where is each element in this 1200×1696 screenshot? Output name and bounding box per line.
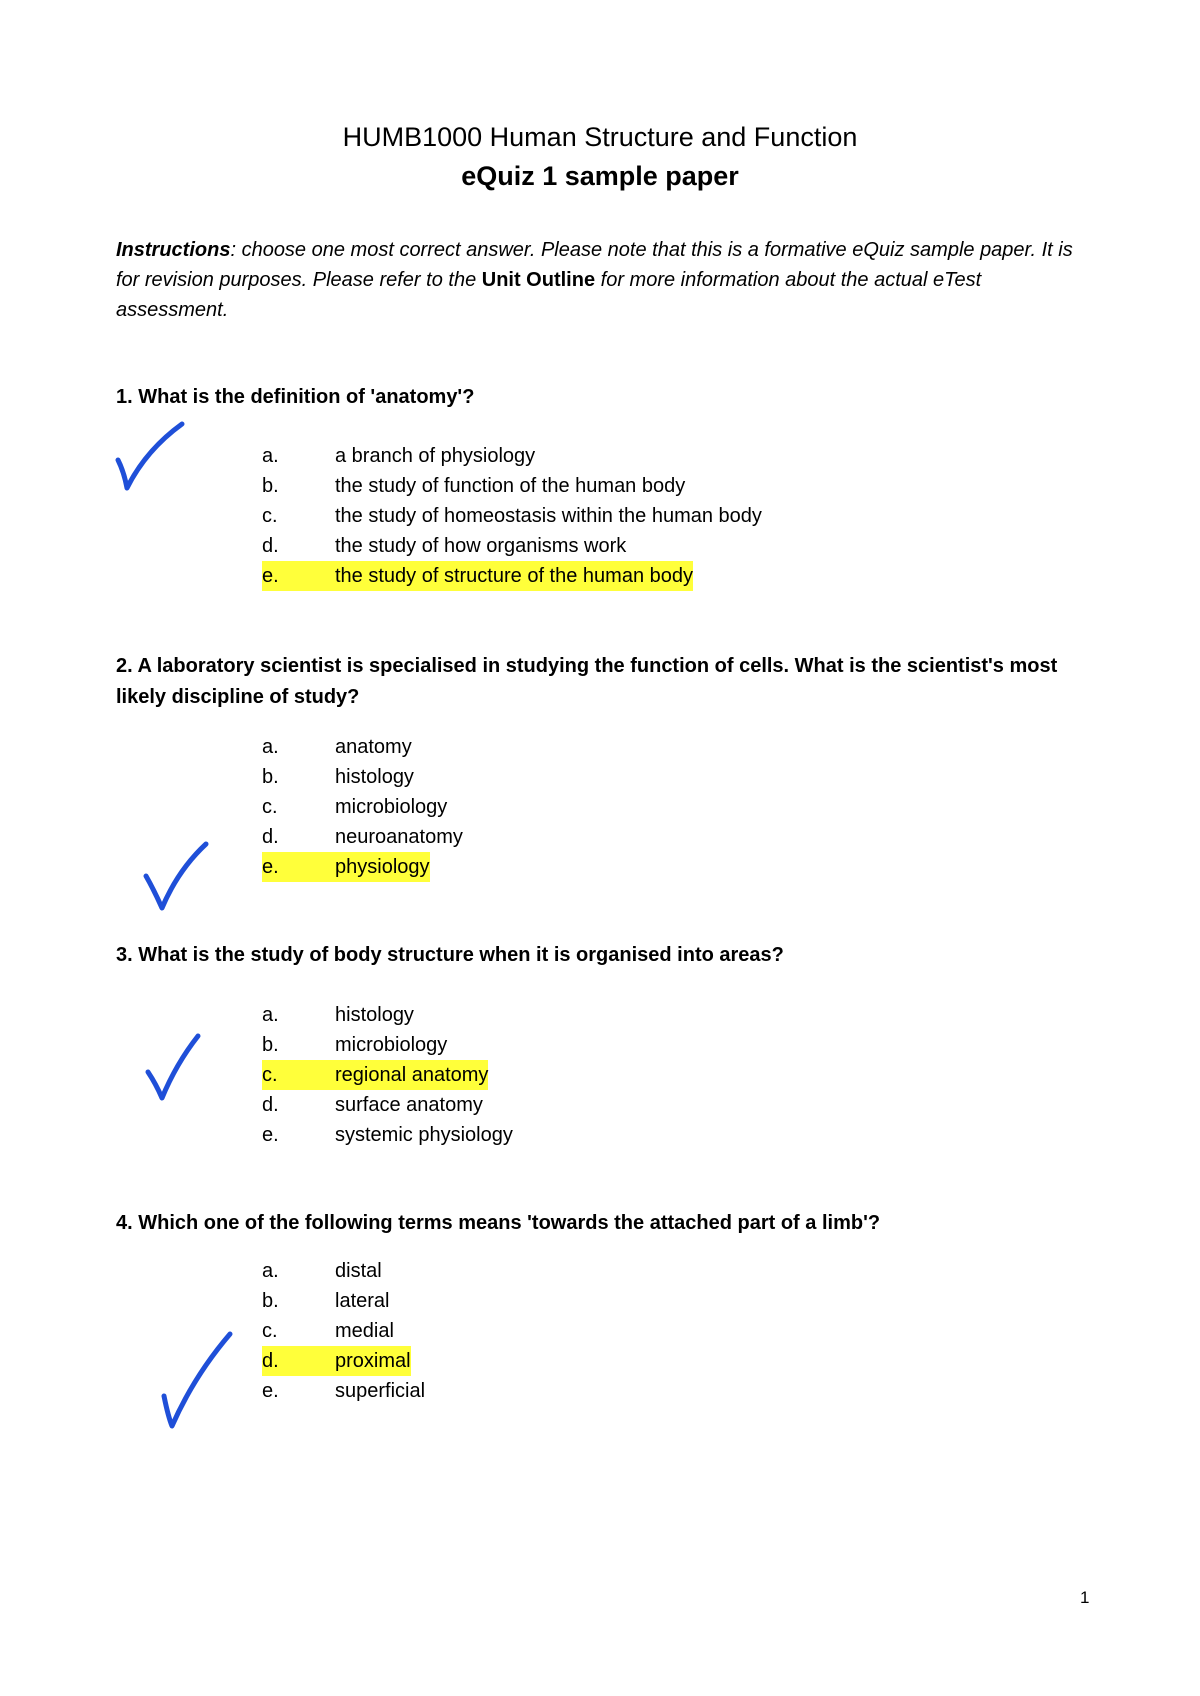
option-4e bbox=[262, 1376, 425, 1406]
option-4d-highlighted bbox=[262, 1346, 425, 1376]
option-letter: b. bbox=[262, 1034, 279, 1056]
option-letter: d. bbox=[262, 535, 279, 557]
option-letter: a. bbox=[262, 1260, 279, 1282]
instructions-text-1: : choose one most correct answer. Please note that this is a formative eQuiz sample paper. It is for revision purposes. Please refer to the bbox=[116, 239, 1073, 291]
option-letter: e. bbox=[262, 1124, 279, 1146]
checkmark-icon bbox=[140, 1030, 220, 1110]
option-text: surface anatomy bbox=[335, 1094, 483, 1116]
question-1: 1. What is the definition of 'anatomy'? bbox=[116, 386, 475, 408]
option-text: a branch of physiology bbox=[335, 445, 536, 467]
question-4: 4. Which one of the following terms means 'towards the attached part of a limb'? bbox=[116, 1212, 881, 1234]
unit-outline-reference: Unit Outline bbox=[481, 269, 596, 291]
option-1e-highlighted bbox=[262, 561, 762, 591]
document-title: HUMB1000 Human Structure and Function bbox=[342, 122, 858, 152]
option-3b bbox=[262, 1030, 513, 1060]
option-letter: c. bbox=[262, 1060, 335, 1090]
option-4a bbox=[262, 1256, 425, 1286]
option-4c bbox=[262, 1316, 425, 1346]
checkmark-icon bbox=[158, 1330, 238, 1440]
checkmark-icon bbox=[110, 420, 190, 500]
option-letter: a. bbox=[262, 445, 279, 467]
option-text: superficial bbox=[335, 1380, 426, 1402]
question-1-options bbox=[262, 441, 762, 591]
option-text: regional anatomy bbox=[335, 1060, 488, 1090]
option-text: the study of structure of the human body bbox=[335, 561, 693, 591]
option-letter: c. bbox=[262, 505, 278, 527]
option-text: proximal bbox=[335, 1346, 411, 1376]
option-letter: c. bbox=[262, 796, 278, 818]
option-letter: e. bbox=[262, 1380, 279, 1402]
option-text: histology bbox=[335, 1004, 414, 1026]
option-letter: e. bbox=[262, 852, 335, 882]
option-2d bbox=[262, 822, 463, 852]
option-1a bbox=[262, 441, 762, 471]
option-letter: e. bbox=[262, 561, 335, 591]
option-text: anatomy bbox=[335, 736, 412, 758]
option-letter: b. bbox=[262, 475, 279, 497]
option-letter: c. bbox=[262, 1320, 278, 1342]
option-text: histology bbox=[335, 766, 414, 788]
option-4b bbox=[262, 1286, 425, 1316]
instructions-label: Instructions bbox=[116, 239, 231, 261]
checkmark-icon bbox=[140, 840, 220, 920]
option-3e bbox=[262, 1120, 513, 1150]
option-letter: d. bbox=[262, 826, 279, 848]
option-letter: b. bbox=[262, 766, 279, 788]
option-letter: d. bbox=[262, 1346, 335, 1376]
question-4-options bbox=[262, 1256, 425, 1406]
option-1d bbox=[262, 531, 762, 561]
option-2a bbox=[262, 732, 463, 762]
option-3a bbox=[262, 1000, 513, 1030]
question-3: 3. What is the study of body structure when it is organised into areas? bbox=[116, 944, 784, 966]
option-text: neuroanatomy bbox=[335, 826, 463, 848]
option-letter: a. bbox=[262, 736, 279, 758]
instructions bbox=[116, 235, 1096, 325]
document-subtitle: eQuiz 1 sample paper bbox=[461, 161, 739, 191]
option-text: the study of how organisms work bbox=[335, 535, 627, 557]
question-2: 2. A laboratory scientist is specialised in studying the function of cells. What is the scientist's most likely discipline of study? bbox=[116, 655, 1058, 708]
option-text: distal bbox=[335, 1260, 382, 1282]
option-2c bbox=[262, 792, 463, 822]
question-3-options bbox=[262, 1000, 513, 1150]
option-text: physiology bbox=[335, 852, 430, 882]
option-text: systemic physiology bbox=[335, 1124, 513, 1146]
option-letter: b. bbox=[262, 1290, 279, 1312]
page-number: 1 bbox=[1080, 1588, 1090, 1607]
option-letter: a. bbox=[262, 1004, 279, 1026]
option-1c bbox=[262, 501, 762, 531]
option-1b bbox=[262, 471, 762, 501]
option-letter: d. bbox=[262, 1094, 279, 1116]
option-text: the study of function of the human body bbox=[335, 475, 686, 497]
question-2-options bbox=[262, 732, 463, 882]
option-3c-highlighted bbox=[262, 1060, 513, 1090]
option-text: medial bbox=[335, 1320, 394, 1342]
instructions-text-2: for more information about the actual eTest assessment. bbox=[116, 269, 982, 321]
option-3d bbox=[262, 1090, 513, 1120]
option-text: lateral bbox=[335, 1290, 390, 1312]
option-text: microbiology bbox=[335, 796, 448, 818]
option-text: the study of homeostasis within the human body bbox=[335, 505, 762, 527]
option-text: microbiology bbox=[335, 1034, 448, 1056]
option-2b bbox=[262, 762, 463, 792]
option-2e-highlighted bbox=[262, 852, 463, 882]
